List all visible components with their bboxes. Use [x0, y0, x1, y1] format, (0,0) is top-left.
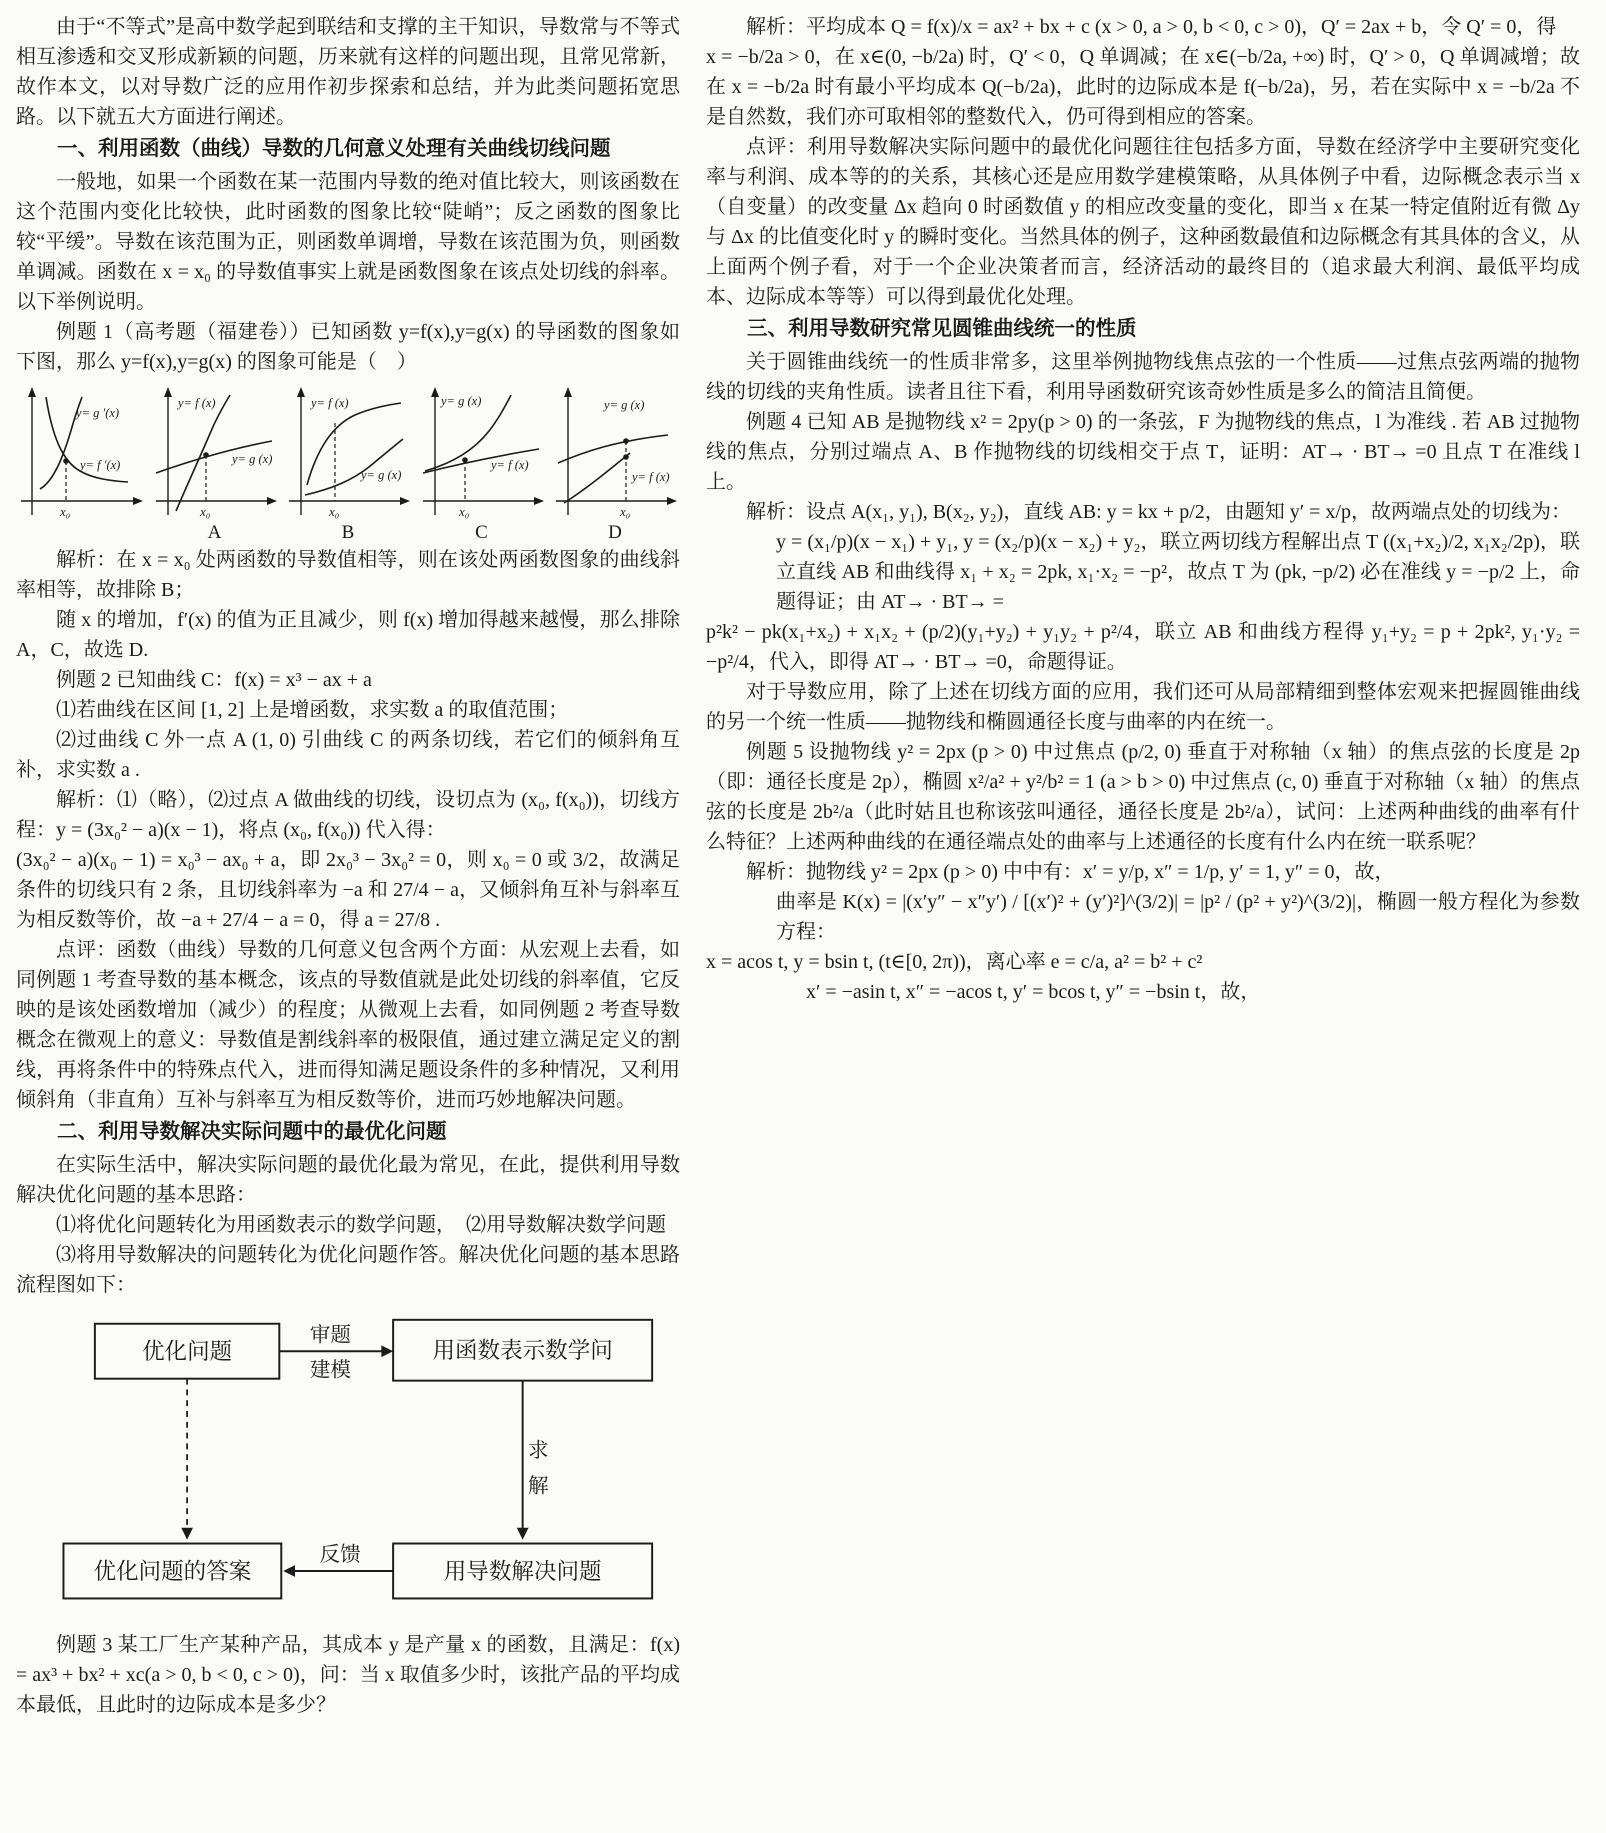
graph-option-b-plot: [283, 383, 413, 521]
formula-paragraph: y = (x₁/p)(x − x₁) + y₁, y = (x₂/p)(x − x₂) + y₂，联立两切线方程解出点 T ((x₁+x₂)/2, x₁x₂/2p)，联立直线 AB 和曲线得 x₁ + x₂ = 2pk, x₁·x₂ = −p²，故点 T 为 (pk, −p/2) 必在准线 y = −p/2 上，命题得证；由 AT→ · BT→ =: [776, 530, 1580, 613]
section-3-heading: 三、利用导数研究常见圆锥曲线统一的性质: [747, 317, 1137, 340]
paragraph: ⑴将优化问题转化为用函数表示的数学问题， ⑵用导数解决数学问题: [56, 1213, 666, 1236]
graph-letter-d: D: [608, 521, 622, 543]
paragraph: ⑶将用导数解决的问题转化为优化问题作答。解决优化问题的基本思路流程图如下：: [16, 1243, 680, 1296]
x0-label: x₀: [329, 503, 340, 519]
curve-label-g: y= g (x): [440, 393, 481, 408]
curve-label-f-prime: y= f ′(x): [80, 457, 121, 472]
curve-label-g: y= g (x): [231, 451, 272, 466]
right-column: [706, 12, 1580, 1720]
example-4-paragraph: 例题 4 已知 AB 是抛物线 x² = 2py(p > 0) 的一条弦，F 为抛物线的焦点，l 为准线 . 若 AB 过抛物线的焦点，分别过端点 A、B 作抛物线的切线相交于点 T，证明：AT→ · BT→ =0 且点 T 在准线 l 上。: [706, 410, 1580, 493]
example-1-figure: [16, 383, 680, 543]
graph-letter-c: C: [475, 521, 488, 543]
graph-derivatives-plot: [16, 383, 146, 521]
graph-derivatives: [16, 383, 146, 543]
left-column: [16, 12, 680, 1720]
analysis-paragraph: 解析：⑴（略），⑵过点 A 做曲线的切线，设切点为 (x₀, f(x₀))，切线方程：y = (3x₀² − a)(x − 1)，将点 (x₀, f(x₀)) 代入得：: [16, 788, 680, 841]
section-2-heading: 二、利用导数解决实际问题中的最优化问题: [57, 1119, 447, 1143]
x0-label: x₀: [458, 503, 469, 519]
graph-option-d: [550, 383, 680, 543]
graph-option-c-plot: [417, 383, 547, 521]
graph-option-d-plot: [550, 383, 680, 521]
analysis-paragraph: 解析：设点 A(x₁, y₁), B(x₂, y₂)，直线 AB: y = kx + p/2，由题知 y′ = x/p，故两端点处的切线为：: [746, 500, 1571, 523]
analysis-paragraph: 解析：平均成本 Q = f(x)/x = ax² + bx + c (x > 0, a > 0, b < 0, c > 0)，Q′ = 2ax + b，令 Q′ = 0，得: [746, 16, 1557, 38]
comment-paragraph: 点评：利用导数解决实际问题中的最优化问题往往包括多方面，导数在经济学中主要研究变化率与利润、成本等的的关系，其核心还是应用数学建模策略，从具体例子中看，边际概念表示当 x（自变量）的改变量 Δx 趋向 0 时函数值 y 的相应改变量的变化，即当 x 在某一特定值附近有微 Δy 与 Δx 的比值变化时 y 的瞬时变化。当然具体的例子，这种函数最值和边际概念有其具体的含义，从上面两个例子看，对于一个企业决策者而言，经济活动的最终目的（追求最大利润、最低平均成本、边际成本等等）可以得到最优化处理。: [706, 136, 1580, 308]
formula-paragraph: p²k² − pk(x₁+x₂) + x₁x₂ + (p/2)(y₁+y₂) + y₁y₂ + p²/4，联立 AB 和曲线方程得 y₁+y₂ = p + 2pk², y₁·y₂ = −p²/4，代入，即得 AT→ · BT→ =0，命题得证。: [706, 620, 1580, 673]
intro-paragraph: 由于“不等式”是高中数学起到联结和支撑的主干知识，导数常与不等式相互渗透和交叉形成新颖的问题，历来就有这样的问题出现，且常见常新，故作本文，以对导数广泛的应用作初步探索和总结，并为此类问题拓宽思路。以下就五大方面进行阐述。: [16, 16, 680, 128]
curve-label-f: y= f (x): [177, 395, 216, 410]
flowchart-label-model: 建模: [309, 1359, 351, 1382]
example-5-paragraph: 例题 5 设抛物线 y² = 2px (p > 0) 中过焦点 (p/2, 0) 垂直于对称轴（x 轴）的焦点弦的长度是 2p（即：通径长度是 2p），椭圆 x²/a² + y²/b² = 1 (a > b > 0) 中过焦点 (c, 0) 垂直于对称轴（x 轴）的焦点弦的长度是 2b²/a（此时姑且也称该弦叫通径，通径长度是 2b²/a），试问：上述两种曲线的曲率有什么特征？上述两种曲线的在通径端点处的曲率与上述通径的长度有什么内在统一联系呢？: [706, 740, 1580, 853]
section-1-heading: 一、利用函数（曲线）导数的几何意义处理有关曲线切线问题: [57, 137, 611, 160]
graph-option-a: [150, 383, 280, 543]
curve-label-f: y= f (x): [490, 457, 529, 472]
flowchart-label-feedback: 反馈: [319, 1543, 361, 1566]
comment-paragraph: 点评：函数（曲线）导数的几何意义包含两个方面：从宏观上去看，如同例题 1 考查导数的基本概念，该点的导数值就是此处切线的斜率值，它反映的是该处函数增加（减少）的程度；从微观上去看，如同例题 2 考查导数概念在微观上的意义：导数值是割线斜率的极限值，通过建立满足定义的割线，再将条件中的特殊点代入，进而得知满足题设条件的多种情况，又利用倾斜角（非直角）互补与斜率互为相反数等价，进而巧妙地解决问题。: [16, 938, 680, 1111]
paragraph: ⑵过曲线 C 外一点 A (1, 0) 引曲线 C 的两条切线，若它们的倾斜角互补，求实数 a .: [16, 728, 680, 781]
flowchart-label-review: 审题: [309, 1323, 351, 1346]
paragraph: 在实际生活中，解决实际问题的最优化最为常见，在此，提供利用导数解决优化问题的基本思路：: [16, 1153, 680, 1206]
example-2-paragraph: 例题 2 已知曲线 C：f(x) = x³ − ax + a: [56, 668, 372, 691]
graph-option-a-plot: [150, 383, 280, 521]
formula-paragraph: (3x₀² − a)(x₀ − 1) = x₀³ − ax₀ + a，即 2x₀³ − 3x₀² = 0，则 x₀ = 0 或 3/2，故满足条件的切线只有 2 条，且切线斜率为 −a 和 27/4 − a，又倾斜角互补与斜率互为相反数等价，故 −a + 27/4 − a = 0，得 a = 27/8 .: [16, 848, 680, 931]
derivatives-formula: x′ = −asin t, x″ = −acos t, y′ = bcos t, y″ = −bsin t，故，: [806, 980, 1261, 1003]
paragraph: 随 x 的增加，f′(x) 的值为正且减少，则 f(x) 增加得越来越慢，那么排除 A，C，故选 D.: [16, 608, 680, 661]
curvature-formula: 曲率是 K(x) = |(x′y″ − x″y′) / [(x′)² + (y′)²]^(3/2)| = |p² / (p² + y²)^(3/2)|，椭圆一般方程化为参数方程：: [776, 890, 1580, 943]
curve-label-g-prime: y= g ′(x): [76, 405, 120, 420]
flowchart-box-answer: 优化问题的答案: [93, 1558, 252, 1584]
paragraph: ⑴若曲线在区间 [1, 2] 上是增函数，求实数 a 的取值范围；: [56, 698, 569, 721]
flowchart-box-function: 用函数表示数学问: [432, 1337, 613, 1363]
flowchart-label-solve-2: 解: [528, 1474, 549, 1497]
graph-letter-b: B: [341, 521, 355, 543]
analysis-paragraph: 解析：在 x = x₀ 处两函数的导数值相等，则在该处两函数图象的曲线斜率相等，故排除 B；: [16, 548, 680, 601]
paragraph: 关于圆锥曲线统一的性质非常多，这里举例抛物线焦点弦的一个性质——过焦点弦两端的抛物线的切线的夹角性质。读者且往下看，利用导函数研究该奇妙性质是多么的简洁且简便。: [706, 350, 1580, 403]
flowchart-diagram: [33, 1310, 663, 1622]
example-3-paragraph: 例题 3 某工厂生产某种产品，其成本 y 是产量 x 的函数，且满足：f(x) = ax³ + bx² + xc(a > 0, b < 0, c > 0)，问：当 x 取值多少时，该批产品的平均成本最低，且此时的边际成本是多少？: [16, 1633, 680, 1716]
formula-paragraph: x = −b/2a > 0，在 x∈(0, −b/2a) 时，Q′ < 0，Q 单调减；在 x∈(−b/2a, +∞) 时，Q′ > 0，Q 单调减增；故在 x = −b/2a 时有最小平均成本 Q(−b/2a)，此时的边际成本是 f(−b/2a)，另，若在实际中 x = −b/2a 不是自然数，我们亦可取相邻的整数代入，仍可得到相应的答案。: [706, 46, 1580, 128]
curve-label-g: y= g (x): [604, 397, 645, 412]
graph-letter-a: A: [207, 521, 222, 543]
curve-label-g: y= g (x): [361, 467, 402, 482]
optimization-flowchart: [16, 1310, 680, 1622]
x0-label: x₀: [620, 503, 631, 519]
flowchart-box-problem: 优化问题: [142, 1338, 233, 1364]
analysis-paragraph: 解析：抛物线 y² = 2px (p > 0) 中中有：x′ = y/p, x″ = 1/p, y′ = 1, y″ = 0，故，: [746, 860, 1395, 883]
curve-label-f: y= f (x): [632, 469, 670, 484]
graph-option-c: [417, 383, 547, 543]
parametric-formula: x = acos t, y = bsin t, (t∈[0, 2π))，离心率 e = c/a, a² = b² + c²: [706, 950, 1203, 973]
x0-label: x₀: [60, 503, 71, 519]
example-1-paragraph: 例题 1（高考题（福建卷））已知函数 y=f(x),y=g(x) 的导函数的图象如下图，那么 y=f(x),y=g(x) 的图象可能是（ ）: [16, 320, 680, 373]
x0-label: x₀: [199, 503, 210, 519]
paragraph: 一般地，如果一个函数在某一范围内导数的绝对值比较大，则该函数在这个范围内变化比较快，此时函数的图象比较“陡峭”；反之函数的图象比较“平缓”。导数在该范围为正，则函数单调增，导数在该范围为负，则函数单调减。函数在 x = x₀ 的导数值事实上就是函数图象在该点处切线的斜率。以下举例说明。: [16, 170, 680, 313]
curve-label-f: y= f (x): [311, 395, 349, 410]
flowchart-label-solve-1: 求: [528, 1439, 549, 1462]
graph-option-b: [283, 383, 413, 543]
paragraph: 对于导数应用，除了上述在切线方面的应用，我们还可从局部精细到整体宏观来把握圆锥曲线的另一个统一性质——抛物线和椭圆通径长度与曲率的内在统一。: [706, 680, 1580, 733]
flowchart-box-derivative: 用导数解决问题: [443, 1558, 602, 1584]
